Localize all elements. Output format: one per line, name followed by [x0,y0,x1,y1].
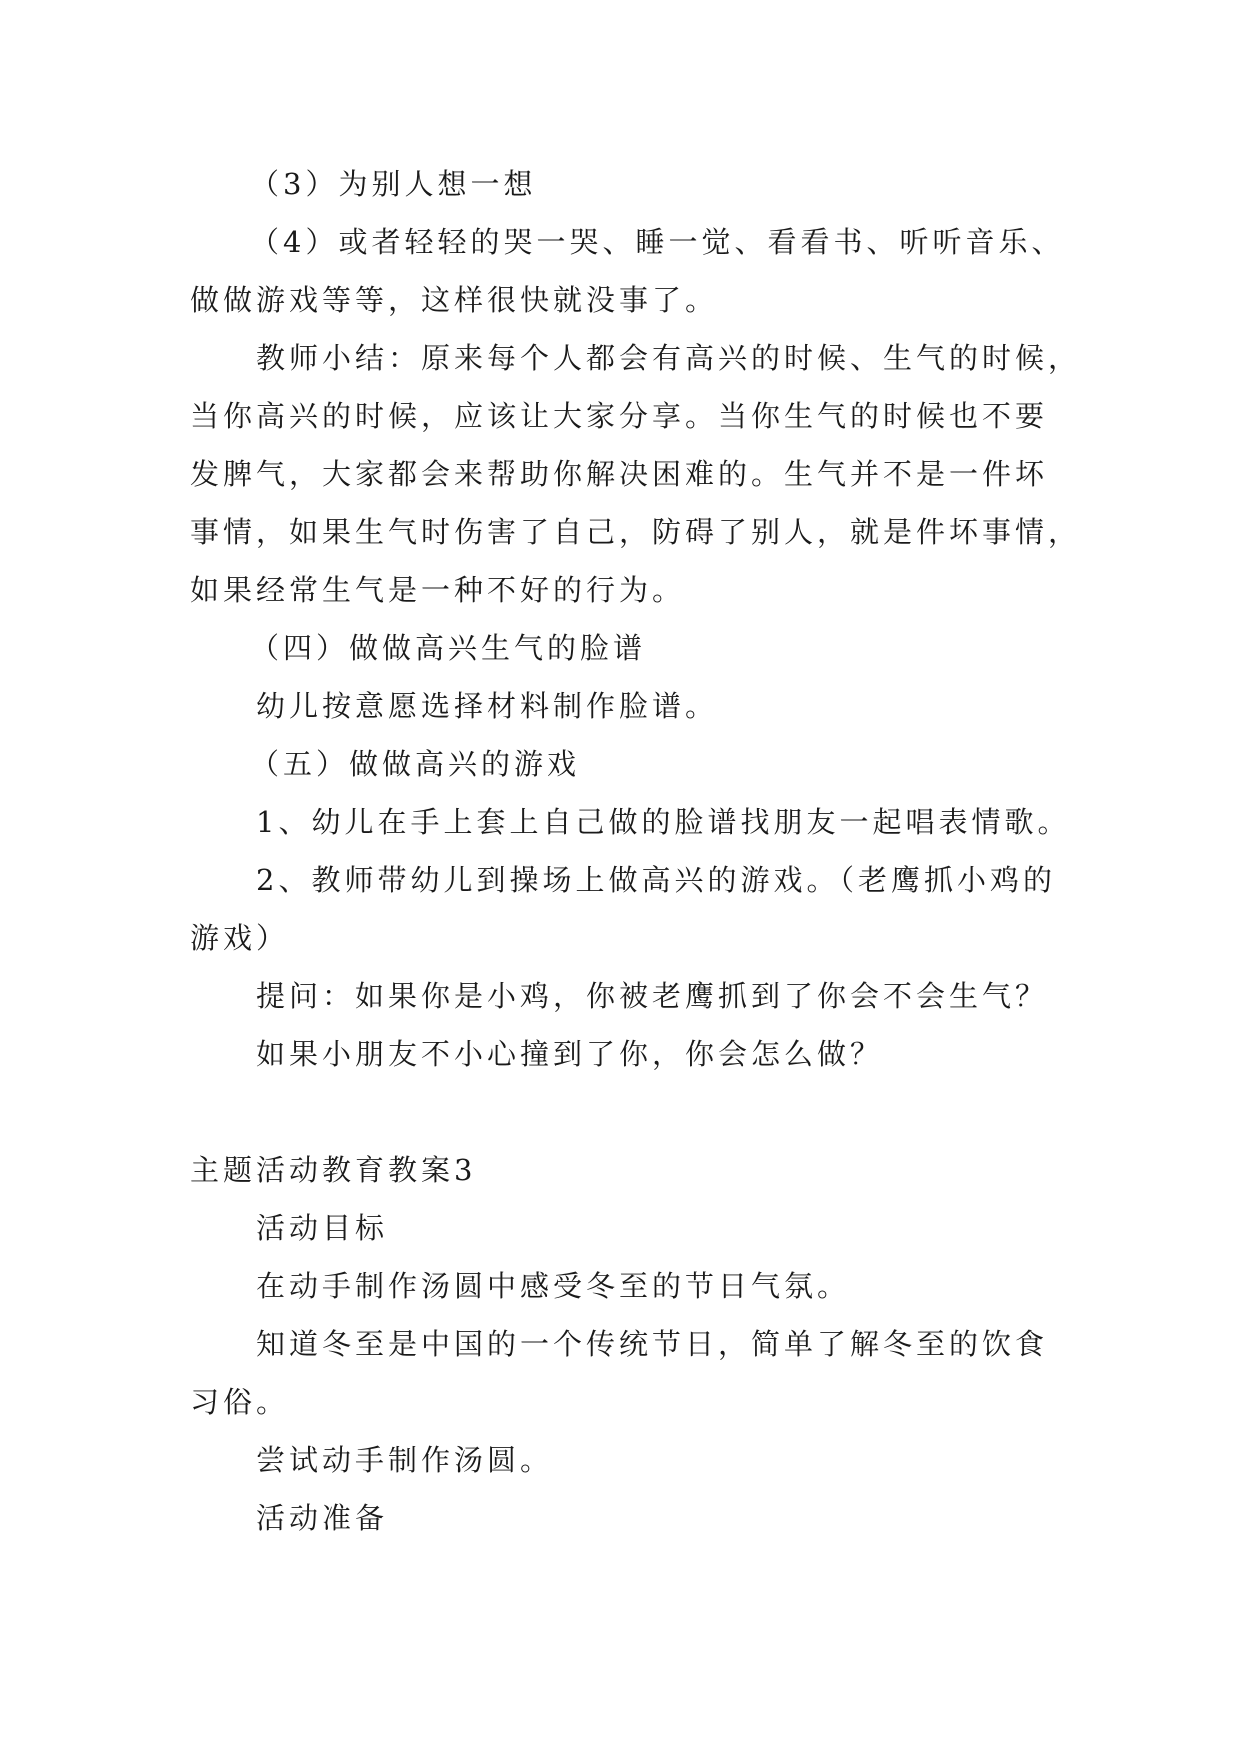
paragraph-line: 发脾气，大家都会来帮助你解决困难的。生气并不是一件坏 [190,457,1049,491]
paragraph-line: 1、幼儿在手上套上自己做的脸谱找朋友一起唱表情歌。 [256,805,1071,839]
paragraph-line: 如果小朋友不小心撞到了你，你会怎么做？ [256,1037,884,1071]
paragraph-line: （4）或者轻轻的哭一哭、睡一觉、看看书、听听音乐、 [250,225,1065,259]
paragraph-line: 习俗。 [190,1385,290,1419]
paragraph-line: 游戏） [190,921,290,955]
paragraph-line: 事情，如果生气时伤害了自己，防碍了别人，就是件坏事情， [190,515,1082,549]
paragraph-line: 提问：如果你是小鸡，你被老鹰抓到了你会不会生气？ [256,979,1049,1013]
paragraph-line: 幼儿按意愿选择材料制作脸谱。 [256,689,719,723]
paragraph-line: 如果经常生气是一种不好的行为。 [190,573,686,607]
document-title: 主题活动教育教案3 [190,1153,477,1187]
section-heading: 活动目标 [256,1211,389,1245]
paragraph-line: 2、教师带幼儿到操场上做高兴的游戏。（老鹰抓小鸡的 [256,863,1056,897]
paragraph-line: 教师小结：原来每个人都会有高兴的时候、生气的时候， [256,341,1082,375]
paragraph-line: （3）为别人想一想 [250,167,537,201]
paragraph-line: 在动手制作汤圆中感受冬至的节日气氛。 [256,1269,851,1303]
paragraph-line: 知道冬至是中国的一个传统节日，简单了解冬至的饮食 [256,1327,1049,1361]
paragraph-line: 做做游戏等等，这样很快就没事了。 [190,283,719,317]
section-heading: （四）做做高兴生气的脸谱 [250,631,647,665]
section-heading: 活动准备 [256,1501,389,1535]
section-heading: （五）做做高兴的游戏 [250,747,581,781]
paragraph-line: 当你高兴的时候，应该让大家分享。当你生气的时候也不要 [190,399,1049,433]
paragraph-line: 尝试动手制作汤圆。 [256,1443,554,1477]
